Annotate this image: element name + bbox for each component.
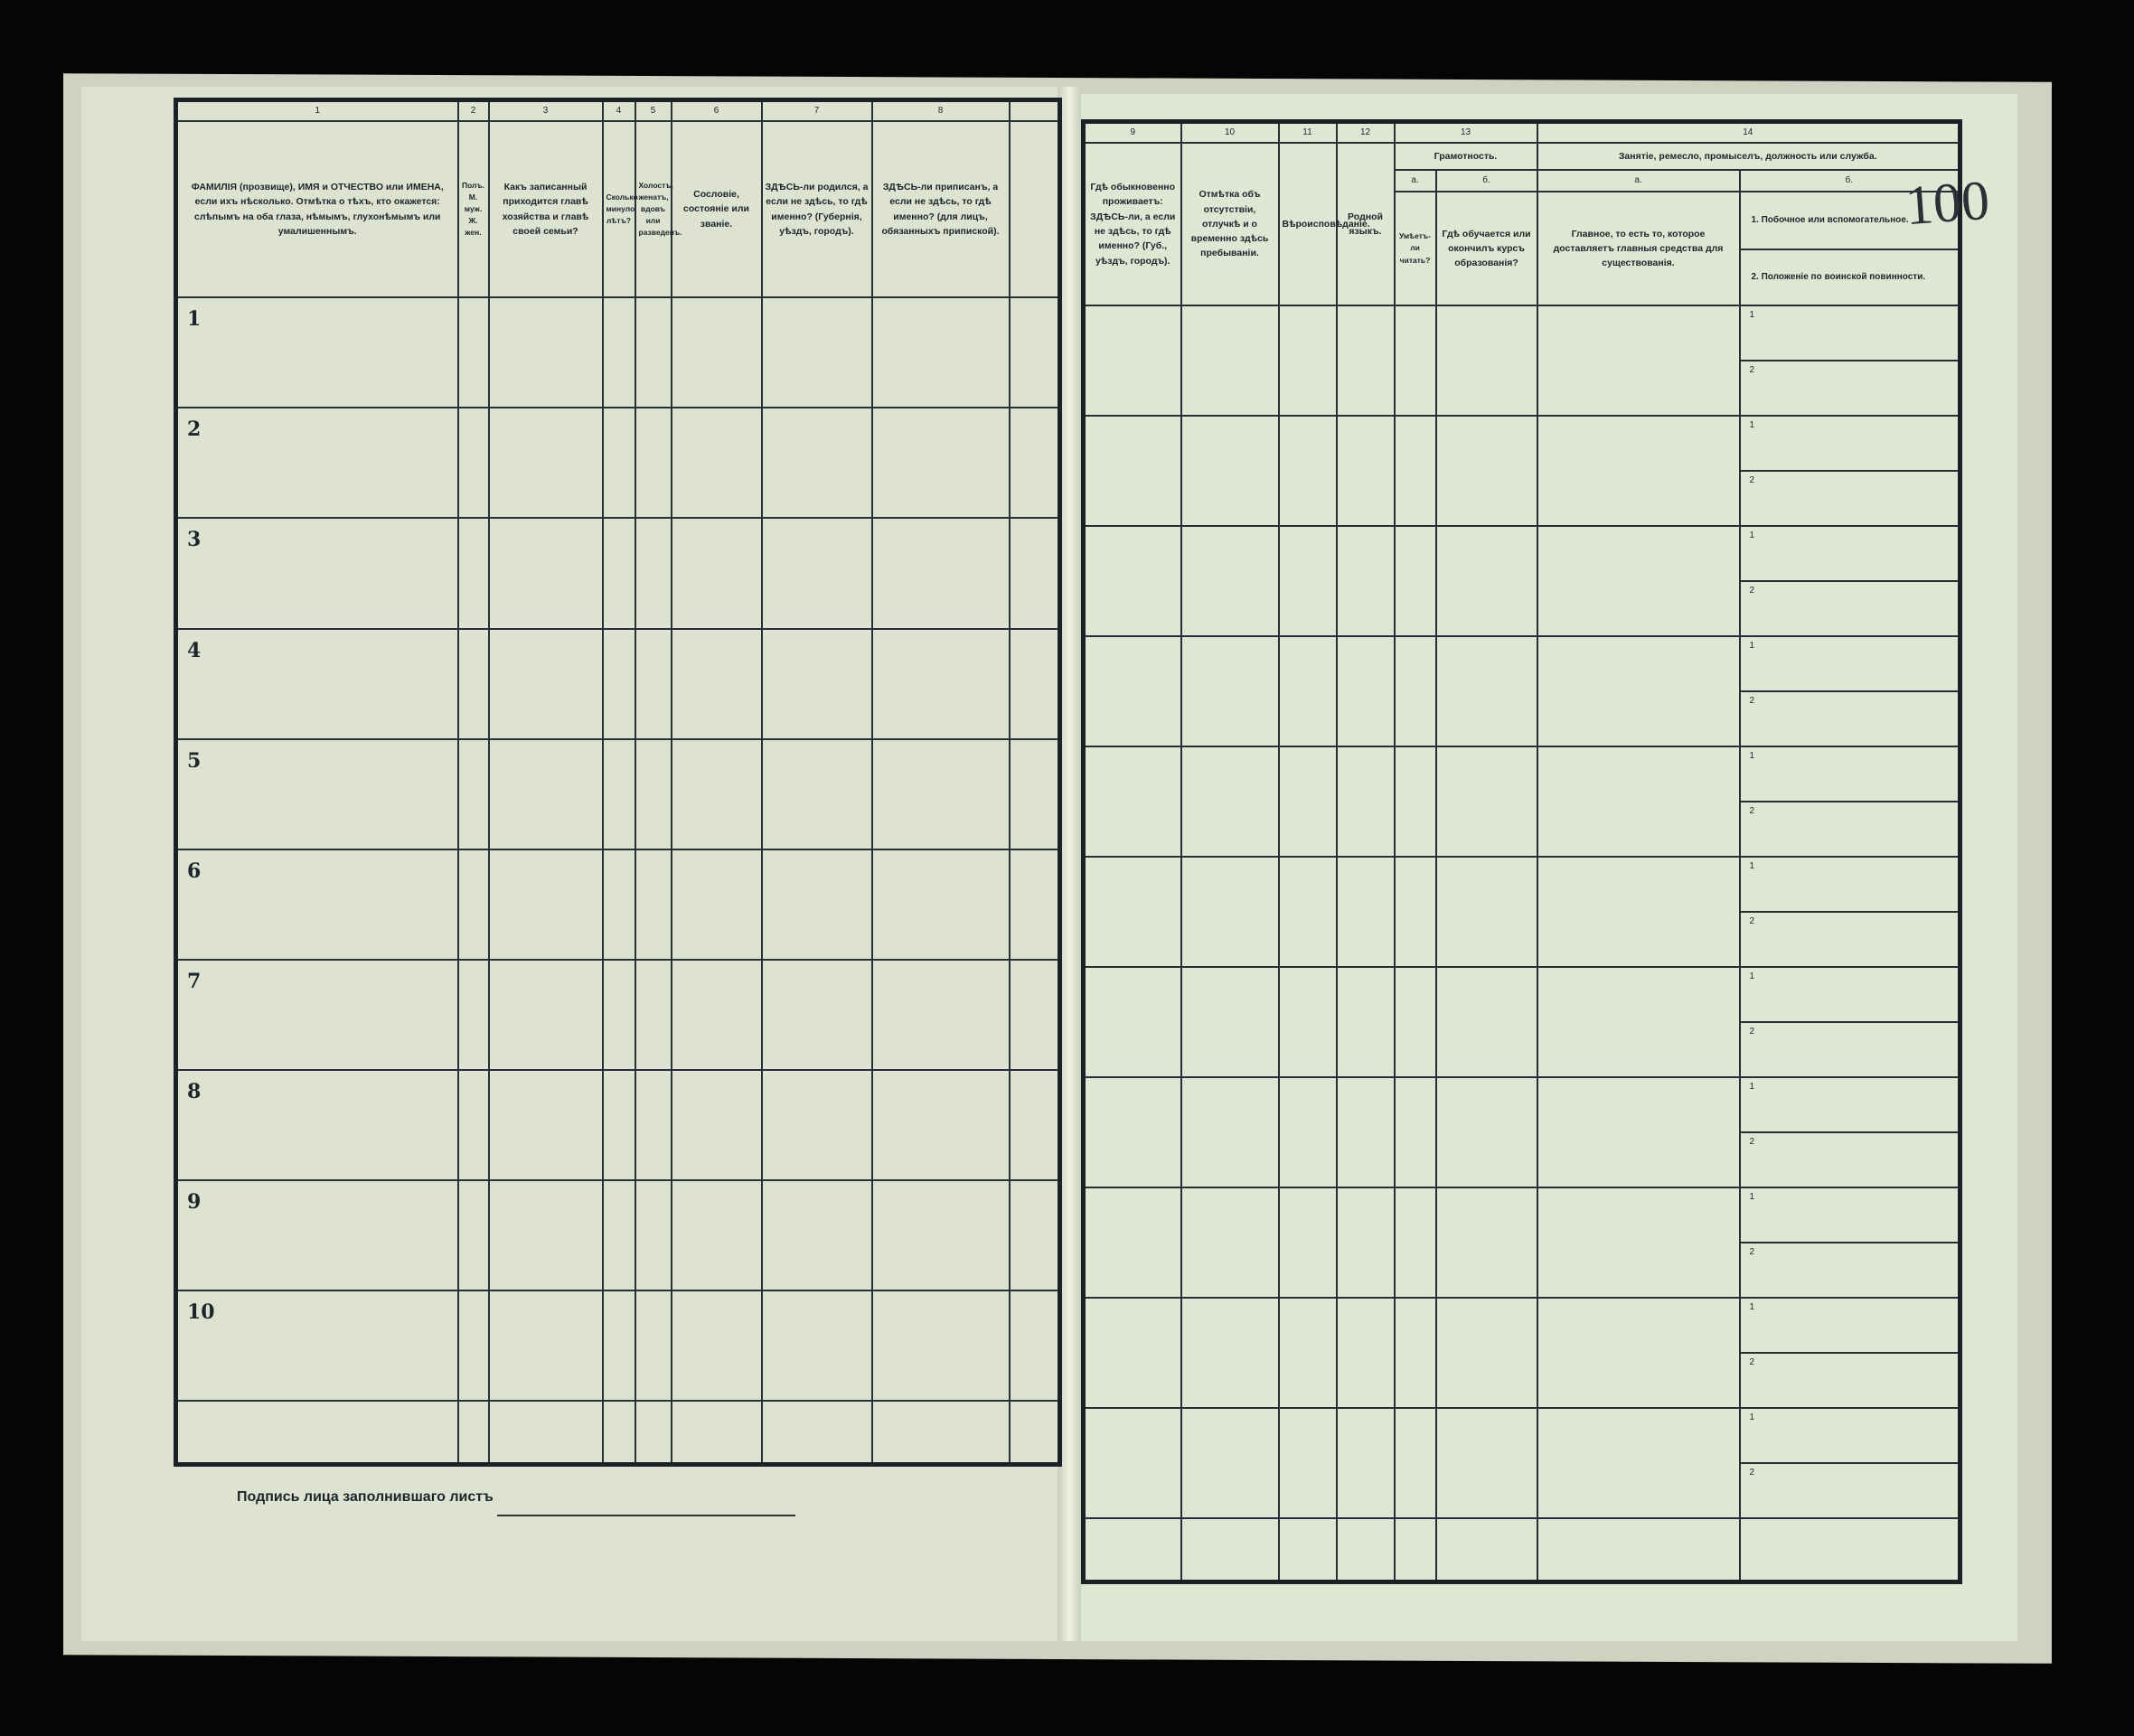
header-age: Сколько минуло лѣтъ?	[603, 121, 635, 297]
occupation-sub-1: 1	[1740, 1408, 1960, 1463]
header-occupation: Занятіе, ремесло, промыселъ, должность или служба.	[1537, 143, 1960, 170]
column-number-9: 9	[1084, 122, 1181, 144]
column-number-14: 14	[1537, 122, 1960, 144]
occupation-sub-2: 2	[1740, 1243, 1960, 1298]
header-registered: ЗДѢСЬ-ли приписанъ, а если не здѣсь, то гдѣ именно? (для лицъ, обязанныхъ припиской).	[872, 121, 1010, 297]
header-occupation-b-label: б.	[1740, 170, 1960, 192]
handwritten-page-number: 100	[1903, 169, 1992, 238]
occupation-sub-2: 2	[1740, 361, 1960, 416]
header-literacy-a-label: а.	[1395, 170, 1436, 192]
occupation-sub-1: 1	[1740, 305, 1960, 361]
occupation-sub-1: 1	[1740, 526, 1960, 581]
column-number-1: 1	[176, 100, 458, 122]
row-number: 3	[176, 518, 458, 628]
row-number: 8	[176, 1070, 458, 1180]
header-sex: Полъ. М. муж. Ж. жен.	[458, 121, 489, 297]
occupation-sub-1: 1	[1740, 857, 1960, 912]
census-table-right	[1081, 119, 1962, 1584]
occupation-sub-2: 2	[1740, 1022, 1960, 1077]
header-relation: Какъ записанный приходится главѣ хозяйства и главѣ своей семьи?	[489, 121, 603, 297]
occupation-sub-2: 2	[1740, 471, 1960, 526]
row-number: 5	[176, 739, 458, 849]
signature-label: Подпись лица заполнившаго листъ	[237, 1489, 494, 1505]
header-education: Гдѣ обучается или окончилъ курсъ образованія?	[1436, 192, 1537, 305]
header-birthplace: ЗДѢСЬ-ли родился, а если не здѣсь, то гдѣ именно? (Губернія, уѣздъ, городъ).	[762, 121, 872, 297]
signature-line	[497, 1515, 795, 1516]
column-number-3: 3	[489, 100, 603, 122]
occupation-sub-2: 2	[1740, 691, 1960, 746]
column-number-5: 5	[635, 100, 672, 122]
column-number-8: 8	[872, 100, 1010, 122]
column-number-blank	[1010, 100, 1060, 122]
row-number: 1	[176, 297, 458, 408]
occupation-sub-2: 2	[1740, 581, 1960, 636]
occupation-sub-2: 2	[1740, 912, 1960, 967]
occupation-sub-2: 2	[1740, 802, 1960, 857]
header-literacy-b-label: б.	[1436, 170, 1537, 192]
column-number-6: 6	[672, 100, 762, 122]
column-number-12: 12	[1337, 122, 1395, 144]
header-secondary-occupation-1: 1. Побочное или вспомогательное.	[1741, 192, 1959, 250]
row-number: 10	[176, 1290, 458, 1401]
header-absence: Отмѣтка объ отсутствіи, отлучкѣ и о временно здѣсь пребываніи.	[1181, 143, 1279, 305]
row-number: 7	[176, 960, 458, 1070]
occupation-sub-2: 2	[1740, 1132, 1960, 1187]
column-number-2: 2	[458, 100, 489, 122]
row-number: 9	[176, 1180, 458, 1290]
column-number-13: 13	[1395, 122, 1537, 144]
header-can-read: Умѣетъ-ли читать?	[1395, 192, 1436, 305]
header-military-status: 2. Положеніе по воинской повинности.	[1751, 272, 1926, 283]
header-religion: Вѣроисповѣданіе.	[1279, 143, 1337, 305]
column-number-7: 7	[762, 100, 872, 122]
header-residence: Гдѣ обыкновенно проживаетъ: ЗДѢСЬ-ли, а если не здѣсь, то гдѣ именно? (Губ., уѣздъ, городъ).	[1084, 143, 1181, 305]
header-language: Родной языкъ.	[1337, 143, 1395, 305]
occupation-sub-1: 1	[1740, 967, 1960, 1022]
census-table-left	[174, 98, 1062, 1467]
occupation-sub-1: 1	[1740, 636, 1960, 691]
row-number: 4	[176, 629, 458, 739]
occupation-sub-1: 1	[1740, 746, 1960, 802]
header-literacy: Грамотность.	[1395, 143, 1537, 170]
header-estate: Сословіе, состояніе или званіе.	[672, 121, 762, 297]
header-main-occupation: Главное, то есть то, которое доставляетъ главныя средства для существованія.	[1537, 192, 1740, 305]
header-name: ФАМИЛІЯ (прозвище), ИМЯ и ОТЧЕСТВО или ИМЕНА, если ихъ нѣсколько. Отмѣтка о тѣхъ, кто окажется: слѣпымъ на оба глаза, нѣмымъ, глухонѣмымъ или умалишеннымъ.	[176, 121, 458, 297]
row-number: 6	[176, 849, 458, 960]
header-occupation-a-label: а.	[1537, 170, 1740, 192]
header-blank	[1010, 121, 1060, 297]
occupation-sub-1: 1	[1740, 416, 1960, 471]
occupation-sub-1: 1	[1740, 1077, 1960, 1132]
row-number: 2	[176, 408, 458, 518]
column-number-11: 11	[1279, 122, 1337, 144]
occupation-sub-2: 2	[1740, 1463, 1960, 1518]
header-marital: Холостъ, женатъ, вдовъ или разведенъ.	[635, 121, 672, 297]
column-number-4: 4	[603, 100, 635, 122]
occupation-sub-1: 1	[1740, 1187, 1960, 1243]
column-number-10: 10	[1181, 122, 1279, 144]
occupation-sub-2: 2	[1740, 1353, 1960, 1408]
occupation-sub-1: 1	[1740, 1298, 1960, 1353]
